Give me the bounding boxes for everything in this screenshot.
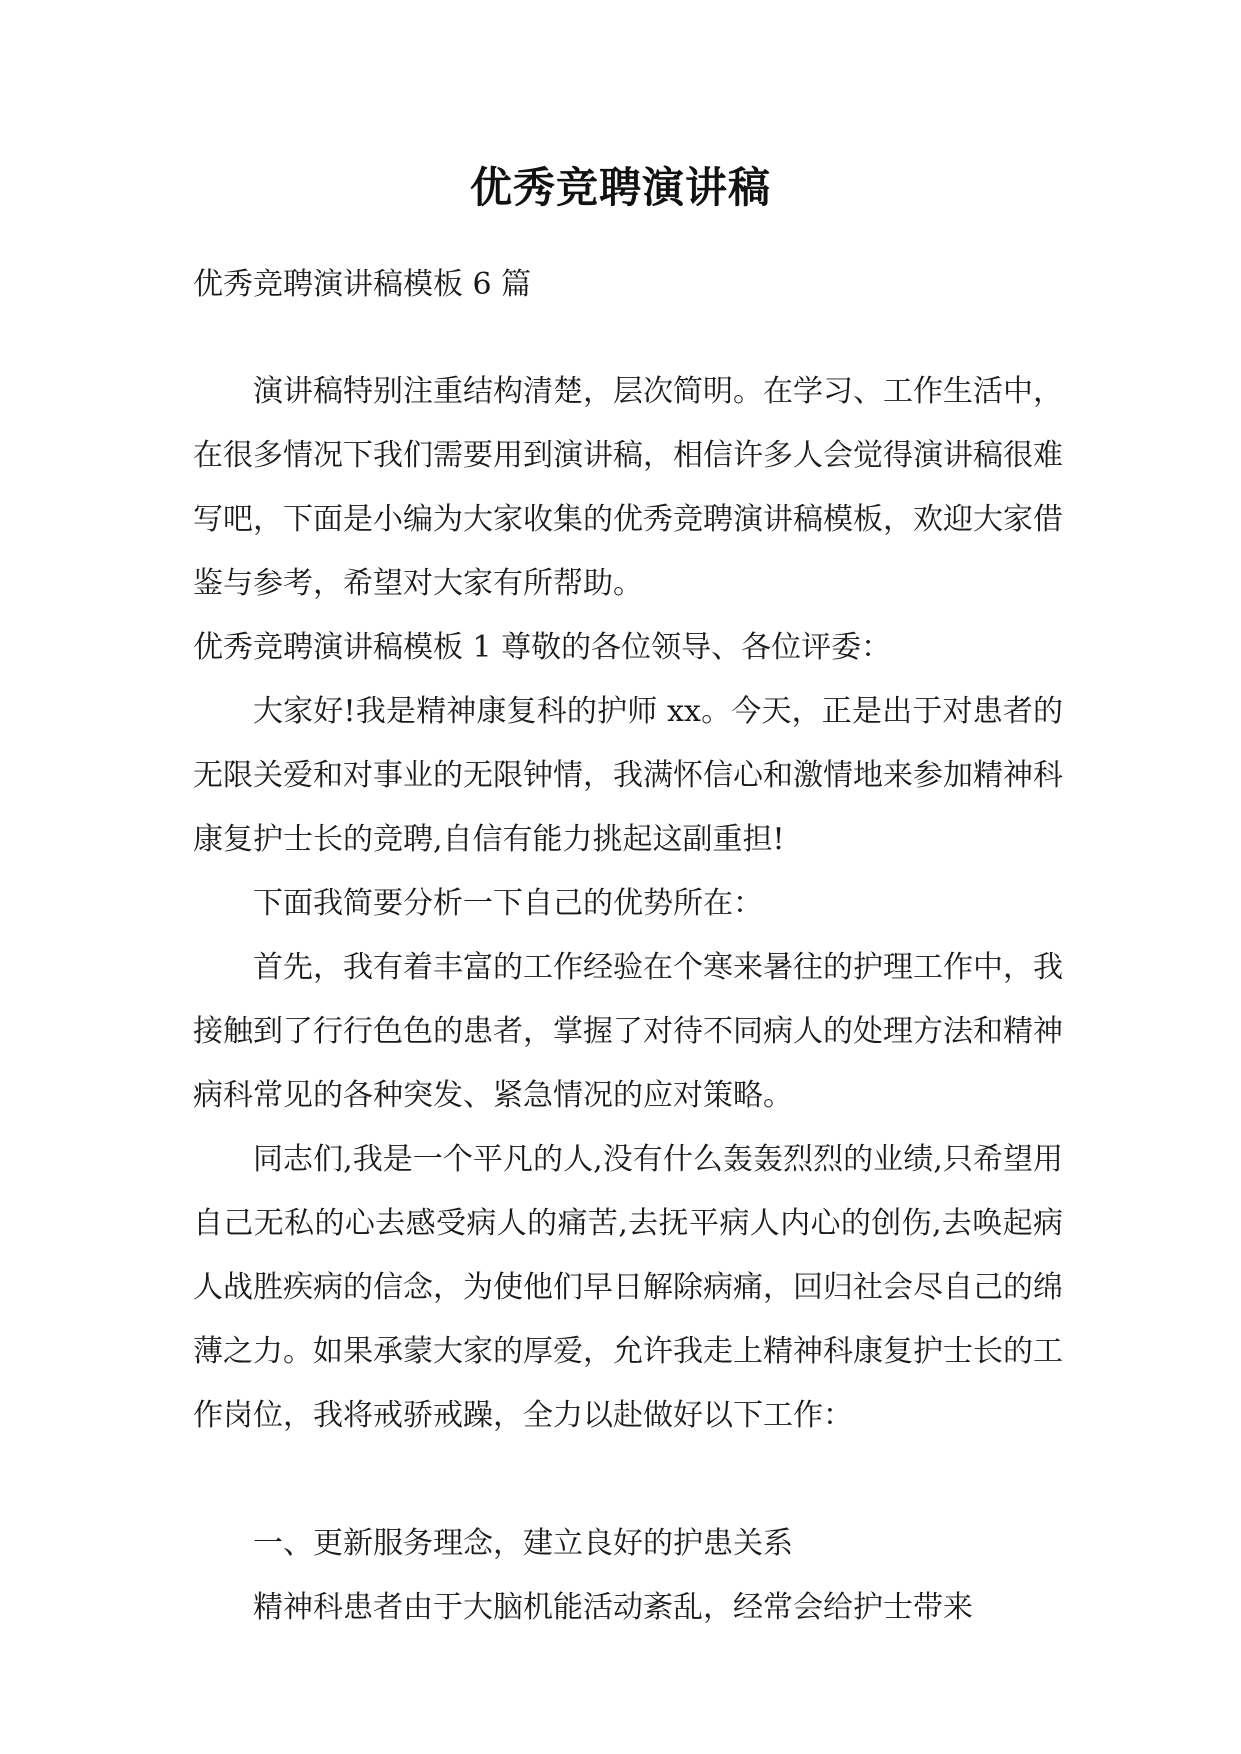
section-paragraph: 精神科患者由于大脑机能活动紊乱，经常会给护士带来: [253, 1590, 973, 1625]
intro-paragraph: 演讲稿特别注重结构清楚，层次简明。在学习、工作生活中，在很多情况下我们需要用到演讲稿，相信许多人会觉得演讲稿很难写吧，下面是小编为大家收集的优秀竞聘演讲稿模板，欢迎大家借鉴与参考，希望对大家有所帮助。: [193, 374, 1063, 601]
experience-paragraph: 首先，我有着丰富的工作经验在个寒来暑往的护理工作中，我接触到了行行色色的患者，掌握了对待不同病人的处理方法和精神病科常见的各种突发、紧急情况的应对策略。: [193, 950, 1063, 1113]
template-heading: 优秀竞聘演讲稿模板 1 尊敬的各位领导、各位评委：: [193, 630, 892, 665]
analysis-intro-paragraph: 下面我简要分析一下自己的优势所在：: [253, 886, 763, 921]
document-subtitle: 优秀竞聘演讲稿模板 6 篇: [193, 267, 532, 302]
section-heading: 一、更新服务理念，建立良好的护患关系: [253, 1526, 793, 1561]
commitment-paragraph: 同志们,我是一个平凡的人,没有什么轰轰烈烈的业绩,只希望用自己无私的心去感受病人的痛苦,去抚平病人内心的创伤,去唤起病人战胜疾病的信念，为使他们早日解除病痛，回归社会尽自己的绵薄之力。如果承蒙大家的厚爱，允许我走上精神科康复护士长的工作岗位，我将戒骄戒躁，全力以赴做好以下工作：: [193, 1142, 1063, 1433]
greeting-paragraph: 大家好!我是精神康复科的护师 xx。今天，正是出于对患者的无限关爱和对事业的无限钟情，我满怀信心和激情地来参加精神科康复护士长的竞聘,自信有能力挑起这副重担!: [193, 694, 1063, 857]
document-title: 优秀竞聘演讲稿: [469, 163, 771, 212]
